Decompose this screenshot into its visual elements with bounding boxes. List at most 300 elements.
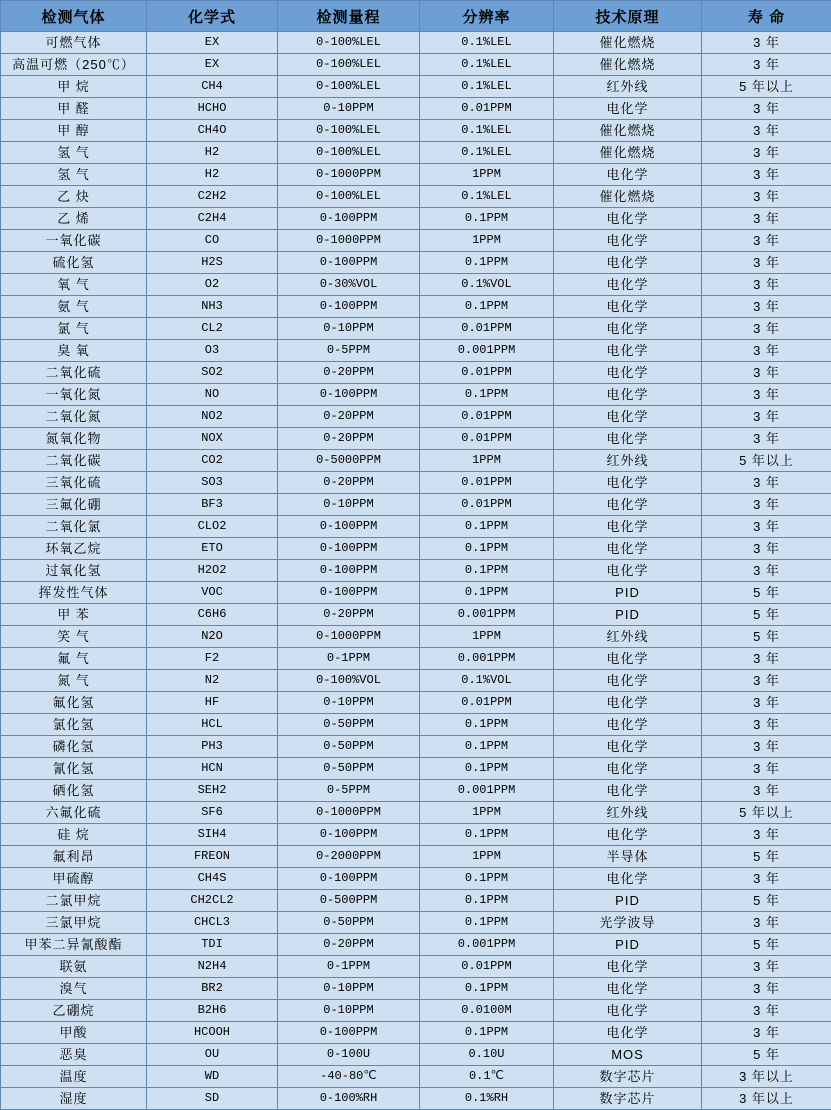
- cell-chemical-formula: BR2: [147, 978, 278, 1000]
- cell-resolution: 0.001PPM: [420, 780, 554, 802]
- cell-detection-range: 0-100PPM: [278, 538, 420, 560]
- cell-gas-name: 氢 气: [1, 164, 147, 186]
- cell-chemical-formula: NO2: [147, 406, 278, 428]
- cell-lifespan: 5 年: [702, 846, 831, 868]
- cell-lifespan: 3 年: [702, 868, 831, 890]
- cell-detection-range: 0-30%VOL: [278, 274, 420, 296]
- cell-detection-range: 0-20PPM: [278, 472, 420, 494]
- cell-lifespan: 3 年: [702, 318, 831, 340]
- cell-gas-name: 臭 氧: [1, 340, 147, 362]
- cell-chemical-formula: SO2: [147, 362, 278, 384]
- cell-lifespan: 3 年: [702, 296, 831, 318]
- cell-chemical-formula: SF6: [147, 802, 278, 824]
- cell-gas-name: 二氧化氯: [1, 516, 147, 538]
- cell-technical-principle: 催化燃烧: [554, 186, 702, 208]
- table-row: [1, 824, 831, 846]
- cell-chemical-formula: H2S: [147, 252, 278, 274]
- cell-gas-name: 甲 醛: [1, 98, 147, 120]
- table-row: [1, 76, 831, 98]
- cell-technical-principle: 电化学: [554, 274, 702, 296]
- cell-gas-name: 恶臭: [1, 1044, 147, 1066]
- cell-resolution: 0.1PPM: [420, 296, 554, 318]
- cell-lifespan: 3 年: [702, 98, 831, 120]
- cell-lifespan: 3 年: [702, 406, 831, 428]
- cell-lifespan: 3 年: [702, 956, 831, 978]
- cell-gas-name: 六氟化硫: [1, 802, 147, 824]
- table-row: [1, 230, 831, 252]
- cell-detection-range: 0-100PPM: [278, 582, 420, 604]
- cell-gas-name: 甲 苯: [1, 604, 147, 626]
- table-row: [1, 912, 831, 934]
- cell-resolution: 0.1%VOL: [420, 274, 554, 296]
- table-row: [1, 318, 831, 340]
- cell-resolution: 0.1%RH: [420, 1088, 554, 1110]
- cell-gas-name: 氰化氢: [1, 758, 147, 780]
- cell-chemical-formula: O3: [147, 340, 278, 362]
- cell-resolution: 0.1PPM: [420, 208, 554, 230]
- cell-lifespan: 5 年: [702, 604, 831, 626]
- column-header-lifespan: 寿 命: [702, 1, 831, 32]
- table-row: [1, 670, 831, 692]
- table-row: [1, 252, 831, 274]
- cell-chemical-formula: B2H6: [147, 1000, 278, 1022]
- table-row: [1, 120, 831, 142]
- cell-detection-range: 0-100U: [278, 1044, 420, 1066]
- cell-resolution: 0.01PPM: [420, 692, 554, 714]
- cell-gas-name: 甲 醇: [1, 120, 147, 142]
- cell-resolution: 0.1PPM: [420, 1022, 554, 1044]
- cell-resolution: 1PPM: [420, 230, 554, 252]
- cell-chemical-formula: NOX: [147, 428, 278, 450]
- cell-gas-name: 甲苯二异氰酸酯: [1, 934, 147, 956]
- cell-chemical-formula: CO: [147, 230, 278, 252]
- cell-resolution: 0.01PPM: [420, 362, 554, 384]
- cell-gas-name: 氨 气: [1, 296, 147, 318]
- cell-technical-principle: 数字芯片: [554, 1066, 702, 1088]
- cell-technical-principle: 电化学: [554, 560, 702, 582]
- cell-lifespan: 3 年: [702, 384, 831, 406]
- cell-gas-name: 乙硼烷: [1, 1000, 147, 1022]
- cell-resolution: 0.1PPM: [420, 538, 554, 560]
- cell-gas-name: 甲酸: [1, 1022, 147, 1044]
- cell-lifespan: 5 年以上: [702, 450, 831, 472]
- cell-chemical-formula: NO: [147, 384, 278, 406]
- cell-detection-range: 0-100PPM: [278, 516, 420, 538]
- cell-lifespan: 3 年: [702, 824, 831, 846]
- cell-technical-principle: 电化学: [554, 1022, 702, 1044]
- cell-gas-name: 硒化氢: [1, 780, 147, 802]
- cell-technical-principle: 红外线: [554, 626, 702, 648]
- cell-detection-range: 0-100%LEL: [278, 76, 420, 98]
- cell-gas-name: 联氨: [1, 956, 147, 978]
- cell-resolution: 0.1PPM: [420, 890, 554, 912]
- cell-chemical-formula: SIH4: [147, 824, 278, 846]
- cell-lifespan: 3 年: [702, 120, 831, 142]
- cell-resolution: 0.1PPM: [420, 978, 554, 1000]
- cell-gas-name: 湿度: [1, 1088, 147, 1110]
- cell-resolution: 0.01PPM: [420, 956, 554, 978]
- table-row: [1, 186, 831, 208]
- cell-gas-name: 乙 炔: [1, 186, 147, 208]
- cell-technical-principle: 电化学: [554, 494, 702, 516]
- cell-lifespan: 3 年: [702, 538, 831, 560]
- cell-resolution: 1PPM: [420, 164, 554, 186]
- table-row: [1, 142, 831, 164]
- cell-technical-principle: MOS: [554, 1044, 702, 1066]
- cell-gas-name: 氟 气: [1, 648, 147, 670]
- table-row: [1, 648, 831, 670]
- cell-resolution: 0.01PPM: [420, 428, 554, 450]
- cell-technical-principle: 电化学: [554, 164, 702, 186]
- cell-lifespan: 5 年: [702, 626, 831, 648]
- cell-gas-name: 硫化氢: [1, 252, 147, 274]
- table-row: [1, 32, 831, 54]
- cell-detection-range: 0-5000PPM: [278, 450, 420, 472]
- cell-gas-name: 氮氧化物: [1, 428, 147, 450]
- cell-lifespan: 5 年: [702, 582, 831, 604]
- cell-resolution: 0.1%LEL: [420, 142, 554, 164]
- cell-technical-principle: 数字芯片: [554, 1088, 702, 1110]
- cell-technical-principle: 催化燃烧: [554, 120, 702, 142]
- cell-gas-name: 高温可燃（250℃）: [1, 54, 147, 76]
- cell-detection-range: 0-100PPM: [278, 384, 420, 406]
- cell-detection-range: 0-10PPM: [278, 318, 420, 340]
- cell-gas-name: 甲 烷: [1, 76, 147, 98]
- table-row: [1, 604, 831, 626]
- table-row: [1, 384, 831, 406]
- cell-chemical-formula: TDI: [147, 934, 278, 956]
- cell-detection-range: 0-20PPM: [278, 428, 420, 450]
- table-row: [1, 98, 831, 120]
- cell-lifespan: 3 年: [702, 648, 831, 670]
- cell-technical-principle: 半导体: [554, 846, 702, 868]
- cell-detection-range: 0-100%LEL: [278, 186, 420, 208]
- cell-gas-name: 甲硫醇: [1, 868, 147, 890]
- cell-technical-principle: 电化学: [554, 1000, 702, 1022]
- cell-technical-principle: 催化燃烧: [554, 32, 702, 54]
- cell-resolution: 0.001PPM: [420, 648, 554, 670]
- table-row: [1, 890, 831, 912]
- cell-technical-principle: 电化学: [554, 472, 702, 494]
- cell-resolution: 1PPM: [420, 450, 554, 472]
- cell-technical-principle: 电化学: [554, 428, 702, 450]
- cell-resolution: 0.1%LEL: [420, 32, 554, 54]
- cell-lifespan: 3 年以上: [702, 1088, 831, 1110]
- table-row: [1, 54, 831, 76]
- cell-lifespan: 3 年: [702, 758, 831, 780]
- table-row: [1, 1066, 831, 1088]
- cell-detection-range: 0-50PPM: [278, 758, 420, 780]
- cell-chemical-formula: HCHO: [147, 98, 278, 120]
- cell-detection-range: 0-2000PPM: [278, 846, 420, 868]
- cell-detection-range: 0-100PPM: [278, 1022, 420, 1044]
- column-header-range: 检测量程: [278, 1, 420, 32]
- cell-gas-name: 温度: [1, 1066, 147, 1088]
- column-header-formula: 化学式: [147, 1, 278, 32]
- cell-lifespan: 3 年: [702, 208, 831, 230]
- cell-chemical-formula: VOC: [147, 582, 278, 604]
- cell-chemical-formula: O2: [147, 274, 278, 296]
- cell-technical-principle: 催化燃烧: [554, 142, 702, 164]
- cell-technical-principle: 电化学: [554, 758, 702, 780]
- table-row: [1, 1044, 831, 1066]
- cell-chemical-formula: CLO2: [147, 516, 278, 538]
- cell-gas-name: 可燃气体: [1, 32, 147, 54]
- cell-technical-principle: 电化学: [554, 978, 702, 1000]
- cell-chemical-formula: C6H6: [147, 604, 278, 626]
- cell-resolution: 1PPM: [420, 846, 554, 868]
- cell-detection-range: 0-10PPM: [278, 1000, 420, 1022]
- table-row: [1, 406, 831, 428]
- cell-chemical-formula: C2H4: [147, 208, 278, 230]
- cell-gas-name: 二氧化氮: [1, 406, 147, 428]
- cell-technical-principle: 电化学: [554, 824, 702, 846]
- column-header-principle: 技术原理: [554, 1, 702, 32]
- cell-detection-range: 0-50PPM: [278, 714, 420, 736]
- cell-gas-name: 氢 气: [1, 142, 147, 164]
- cell-technical-principle: 电化学: [554, 252, 702, 274]
- cell-technical-principle: 红外线: [554, 450, 702, 472]
- cell-resolution: 0.1PPM: [420, 824, 554, 846]
- cell-detection-range: 0-1000PPM: [278, 230, 420, 252]
- cell-chemical-formula: OU: [147, 1044, 278, 1066]
- cell-resolution: 0.001PPM: [420, 340, 554, 362]
- cell-resolution: 0.0100M: [420, 1000, 554, 1022]
- cell-lifespan: 3 年: [702, 670, 831, 692]
- cell-detection-range: 0-100PPM: [278, 252, 420, 274]
- cell-technical-principle: 电化学: [554, 208, 702, 230]
- cell-chemical-formula: SEH2: [147, 780, 278, 802]
- cell-detection-range: 0-10PPM: [278, 978, 420, 1000]
- cell-lifespan: 3 年: [702, 472, 831, 494]
- cell-detection-range: 0-100PPM: [278, 208, 420, 230]
- cell-gas-name: 三氧化硫: [1, 472, 147, 494]
- cell-technical-principle: 电化学: [554, 868, 702, 890]
- cell-chemical-formula: HCOOH: [147, 1022, 278, 1044]
- cell-lifespan: 3 年: [702, 912, 831, 934]
- cell-gas-name: 一氧化碳: [1, 230, 147, 252]
- cell-chemical-formula: NH3: [147, 296, 278, 318]
- cell-technical-principle: 电化学: [554, 318, 702, 340]
- cell-lifespan: 3 年以上: [702, 1066, 831, 1088]
- cell-resolution: 0.01PPM: [420, 472, 554, 494]
- cell-resolution: 0.1PPM: [420, 714, 554, 736]
- cell-gas-name: 氧 气: [1, 274, 147, 296]
- cell-detection-range: 0-1000PPM: [278, 626, 420, 648]
- cell-gas-name: 二氧化硫: [1, 362, 147, 384]
- cell-gas-name: 二氧化碳: [1, 450, 147, 472]
- table-row: [1, 296, 831, 318]
- cell-detection-range: 0-100PPM: [278, 296, 420, 318]
- cell-lifespan: 3 年: [702, 164, 831, 186]
- cell-gas-name: 磷化氢: [1, 736, 147, 758]
- cell-lifespan: 3 年: [702, 32, 831, 54]
- cell-lifespan: 5 年: [702, 890, 831, 912]
- table-row: [1, 978, 831, 1000]
- cell-chemical-formula: CH4: [147, 76, 278, 98]
- table-row: [1, 582, 831, 604]
- cell-gas-name: 三氟化硼: [1, 494, 147, 516]
- cell-resolution: 0.1PPM: [420, 384, 554, 406]
- cell-lifespan: 3 年: [702, 516, 831, 538]
- cell-technical-principle: 红外线: [554, 76, 702, 98]
- cell-chemical-formula: H2: [147, 164, 278, 186]
- cell-technical-principle: 电化学: [554, 516, 702, 538]
- cell-resolution: 0.01PPM: [420, 98, 554, 120]
- cell-technical-principle: 电化学: [554, 230, 702, 252]
- cell-technical-principle: 电化学: [554, 362, 702, 384]
- cell-resolution: 0.001PPM: [420, 604, 554, 626]
- cell-lifespan: 3 年: [702, 230, 831, 252]
- cell-chemical-formula: N2O: [147, 626, 278, 648]
- cell-resolution: 0.01PPM: [420, 406, 554, 428]
- cell-technical-principle: 电化学: [554, 648, 702, 670]
- cell-gas-name: 三氯甲烷: [1, 912, 147, 934]
- cell-gas-name: 氟化氢: [1, 692, 147, 714]
- table-row: [1, 692, 831, 714]
- cell-technical-principle: 电化学: [554, 296, 702, 318]
- cell-lifespan: 5 年: [702, 934, 831, 956]
- cell-detection-range: 0-1PPM: [278, 648, 420, 670]
- cell-lifespan: 3 年: [702, 340, 831, 362]
- cell-gas-name: 氯化氢: [1, 714, 147, 736]
- cell-gas-name: 一氧化氮: [1, 384, 147, 406]
- cell-chemical-formula: CH4O: [147, 120, 278, 142]
- cell-technical-principle: 光学波导: [554, 912, 702, 934]
- cell-detection-range: -40-80℃: [278, 1066, 420, 1088]
- cell-technical-principle: 催化燃烧: [554, 54, 702, 76]
- cell-chemical-formula: EX: [147, 32, 278, 54]
- cell-gas-name: 过氧化氢: [1, 560, 147, 582]
- table-row: [1, 340, 831, 362]
- cell-detection-range: 0-10PPM: [278, 692, 420, 714]
- cell-chemical-formula: PH3: [147, 736, 278, 758]
- table-row: [1, 450, 831, 472]
- cell-resolution: 0.1PPM: [420, 758, 554, 780]
- cell-lifespan: 3 年: [702, 714, 831, 736]
- cell-technical-principle: PID: [554, 582, 702, 604]
- cell-detection-range: 0-100%LEL: [278, 142, 420, 164]
- cell-technical-principle: 电化学: [554, 780, 702, 802]
- cell-chemical-formula: CO2: [147, 450, 278, 472]
- cell-resolution: 0.1℃: [420, 1066, 554, 1088]
- cell-lifespan: 3 年: [702, 736, 831, 758]
- cell-technical-principle: 电化学: [554, 956, 702, 978]
- cell-chemical-formula: SD: [147, 1088, 278, 1110]
- cell-gas-name: 乙 烯: [1, 208, 147, 230]
- cell-chemical-formula: H2O2: [147, 560, 278, 582]
- cell-lifespan: 3 年: [702, 560, 831, 582]
- cell-detection-range: 0-20PPM: [278, 604, 420, 626]
- cell-gas-name: 氯 气: [1, 318, 147, 340]
- column-header-resolution: 分辨率: [420, 1, 554, 32]
- cell-technical-principle: 电化学: [554, 538, 702, 560]
- table-row: [1, 802, 831, 824]
- cell-chemical-formula: N2H4: [147, 956, 278, 978]
- cell-lifespan: 3 年: [702, 362, 831, 384]
- cell-resolution: 0.1PPM: [420, 912, 554, 934]
- cell-detection-range: 0-100%LEL: [278, 54, 420, 76]
- cell-gas-name: 氟利昂: [1, 846, 147, 868]
- cell-technical-principle: 电化学: [554, 692, 702, 714]
- cell-resolution: 0.1%LEL: [420, 76, 554, 98]
- table-header: [1, 1, 831, 32]
- cell-detection-range: 0-100%VOL: [278, 670, 420, 692]
- cell-gas-name: 笑 气: [1, 626, 147, 648]
- cell-resolution: 0.1PPM: [420, 516, 554, 538]
- cell-technical-principle: 电化学: [554, 736, 702, 758]
- table-row: [1, 494, 831, 516]
- table-row: [1, 472, 831, 494]
- cell-detection-range: 0-100PPM: [278, 560, 420, 582]
- table-row: [1, 846, 831, 868]
- cell-gas-name: 环氧乙烷: [1, 538, 147, 560]
- cell-gas-name: 二氯甲烷: [1, 890, 147, 912]
- cell-resolution: 0.1PPM: [420, 736, 554, 758]
- cell-chemical-formula: BF3: [147, 494, 278, 516]
- cell-chemical-formula: ETO: [147, 538, 278, 560]
- cell-technical-principle: 电化学: [554, 98, 702, 120]
- cell-lifespan: 3 年: [702, 1000, 831, 1022]
- table-row: [1, 1088, 831, 1110]
- cell-resolution: 1PPM: [420, 802, 554, 824]
- cell-lifespan: 3 年: [702, 494, 831, 516]
- cell-lifespan: 3 年: [702, 274, 831, 296]
- column-header-gas: 检测气体: [1, 1, 147, 32]
- cell-resolution: 0.01PPM: [420, 318, 554, 340]
- cell-lifespan: 3 年: [702, 54, 831, 76]
- cell-detection-range: 0-20PPM: [278, 406, 420, 428]
- cell-resolution: 0.1%VOL: [420, 670, 554, 692]
- cell-detection-range: 0-5PPM: [278, 780, 420, 802]
- cell-lifespan: 3 年: [702, 142, 831, 164]
- cell-resolution: 0.1PPM: [420, 252, 554, 274]
- table-row: [1, 956, 831, 978]
- cell-lifespan: 5 年: [702, 1044, 831, 1066]
- cell-resolution: 0.10U: [420, 1044, 554, 1066]
- cell-chemical-formula: CHCL3: [147, 912, 278, 934]
- cell-resolution: 0.001PPM: [420, 934, 554, 956]
- cell-detection-range: 0-100PPM: [278, 868, 420, 890]
- table-row: [1, 516, 831, 538]
- cell-detection-range: 0-10PPM: [278, 494, 420, 516]
- cell-chemical-formula: N2: [147, 670, 278, 692]
- table-row: [1, 934, 831, 956]
- cell-gas-name: 硅 烷: [1, 824, 147, 846]
- cell-detection-range: 0-1000PPM: [278, 164, 420, 186]
- cell-technical-principle: PID: [554, 890, 702, 912]
- cell-chemical-formula: HCL: [147, 714, 278, 736]
- table-body: [1, 32, 831, 1110]
- table-row: [1, 538, 831, 560]
- cell-gas-name: 溴气: [1, 978, 147, 1000]
- table-row: [1, 626, 831, 648]
- cell-technical-principle: 红外线: [554, 802, 702, 824]
- cell-gas-name: 氮 气: [1, 670, 147, 692]
- cell-lifespan: 3 年: [702, 978, 831, 1000]
- cell-chemical-formula: CH4S: [147, 868, 278, 890]
- cell-detection-range: 0-100%RH: [278, 1088, 420, 1110]
- cell-resolution: 0.1PPM: [420, 560, 554, 582]
- cell-detection-range: 0-50PPM: [278, 736, 420, 758]
- cell-chemical-formula: WD: [147, 1066, 278, 1088]
- cell-gas-name: 挥发性气体: [1, 582, 147, 604]
- table-row: [1, 208, 831, 230]
- cell-chemical-formula: F2: [147, 648, 278, 670]
- cell-lifespan: 5 年以上: [702, 802, 831, 824]
- table-row: [1, 428, 831, 450]
- cell-detection-range: 0-100%LEL: [278, 120, 420, 142]
